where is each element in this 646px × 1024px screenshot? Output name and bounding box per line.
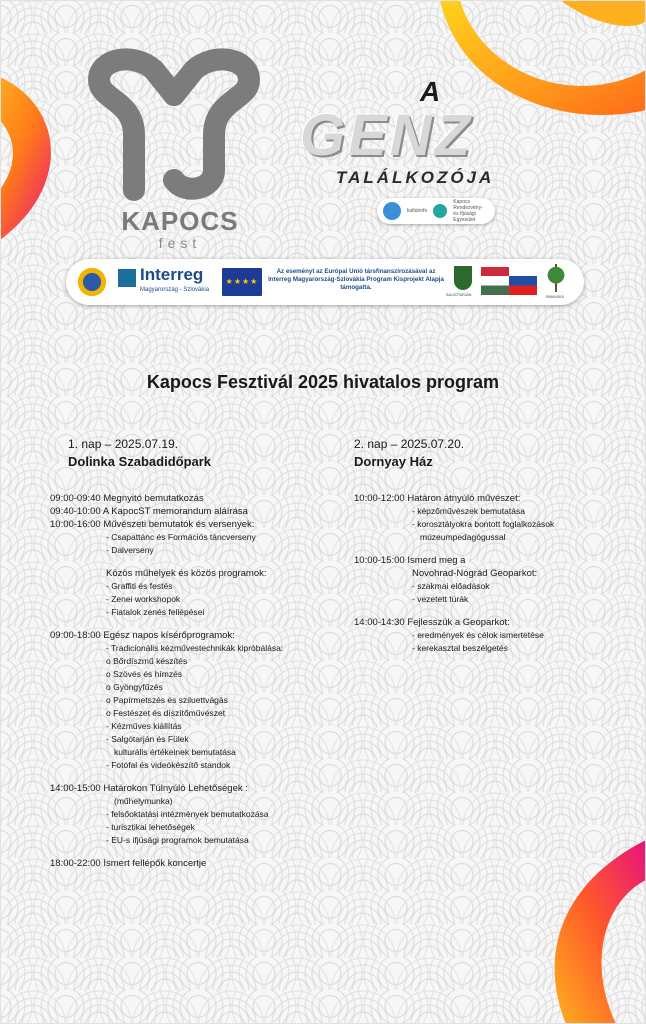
support-statement: Az eseményt az Európai Unió társfinanszírozásával az Interreg Magyarország-Szlovákia Program Kisprojekt Alapja támogatta.: [268, 268, 444, 291]
schedule-bullet: - Csapattánc és Formációs táncverseny: [106, 532, 256, 542]
schedule-item: 14:00-14:30 Fejlesszük a Geoparkot:: [354, 617, 510, 628]
schedule-bullet: - EU-s ifjúsági programok bemutatása: [106, 835, 249, 845]
schedule-item: 09:00-09:40 Megnyitó bemutatkozás: [50, 493, 204, 504]
schedule-bullet: - turisztikai lehetőségek: [106, 822, 195, 832]
schedule-bullet: - Kézműves kiállítás: [106, 721, 182, 731]
schedule-bullet: - Zenei workshopok: [106, 594, 181, 604]
day2-header: [354, 436, 464, 470]
schedule-bullet: - Fiatalok zenés fellépései: [106, 607, 205, 617]
day1-venue: Dolinka Szabadidőpark: [68, 454, 212, 469]
palm-label: RIMAVSKÁ: [546, 295, 564, 299]
schedule-item: 09:40-10:00 A KapocST memorandum aláírása: [50, 506, 248, 517]
partner-logos-badge: [377, 198, 495, 224]
schedule-bullet: (műhelymunka): [114, 796, 173, 806]
schedule-item: 09:00-18:00 Egész napos kísérőprogramok:: [50, 630, 235, 641]
event-title: GENZ: [300, 103, 474, 168]
schedule-bullet: - Tradicionális kézművestechnikák kipróbálása:: [106, 643, 284, 653]
day2-schedule: [354, 492, 614, 655]
schedule-bullet: o Gyöngyfűzés: [106, 682, 163, 692]
page-title: Kapocs Fesztivál 2025 hivatalos program: [146, 372, 500, 392]
schedule-bullet: - szakmai előadások: [412, 581, 490, 591]
interreg-name: Interreg: [140, 265, 204, 284]
interreg-logo: [116, 265, 234, 299]
crest-label: SALGÓTARJÁN: [446, 293, 472, 297]
schedule-item: 10:00-16:00 Művészeti bemutatók és versenyek:: [50, 519, 255, 530]
schedule-bullet: - korosztályokra bontott foglalkozások: [412, 519, 555, 529]
schedule-bullet: - képzőművészek bemutatása: [412, 506, 525, 516]
schedule-bullet: - Salgótarján és Fülek: [106, 734, 189, 744]
salgotarjan-crest-icon: [454, 266, 472, 290]
partner-logo-icon: [433, 204, 447, 218]
day1-schedule: [50, 492, 340, 870]
sponsor-bar: [66, 259, 584, 305]
schedule-item: 14:00-15:00 Határokon Túlnyúló Lehetőségek :: [50, 783, 248, 794]
sun-logo-icon: [74, 264, 110, 300]
day1-date: 1. nap – 2025.07.19.: [68, 437, 179, 451]
day2-date: 2. nap – 2025.07.20.: [354, 437, 465, 451]
logo-subtitle: fest: [158, 235, 202, 251]
schedule-bullet: - vezetett túrák: [412, 594, 469, 604]
schedule-bullet: - kerekasztal beszélgetés: [412, 643, 508, 653]
schedule-item: 10:00-15:00 Ismerd meg a: [354, 555, 466, 566]
event-prefix: A: [420, 76, 441, 107]
hu-sk-flags-icon: [481, 267, 537, 295]
interreg-region: Magyarország - Szlovákia: [140, 287, 210, 293]
schedule-bullet: múzeumpedagógussal: [420, 532, 506, 542]
schedule-item: 10:00-12:00 Határon átnyúló művészet:: [354, 493, 521, 504]
day2-venue: Dornyay Ház: [354, 454, 433, 469]
schedule-bullet: - Fotófal és videókészítő standok: [106, 760, 231, 770]
interreg-mark-icon: [118, 269, 136, 287]
kapocs-logo-icon: [74, 40, 274, 210]
eu-flag-icon: ★★★★: [222, 268, 262, 296]
kulturinfo-logo-icon: [383, 202, 401, 220]
event-subtitle: TALÁLKOZÓJA: [336, 168, 495, 187]
schedule-bullet: - Graffiti és festés: [106, 581, 173, 591]
schedule-bullet: kulturális értékeinek bemutatása: [114, 747, 236, 757]
schedule-continuation: Novohrad-Nógrád Geoparkot:: [412, 568, 538, 579]
partner-logo-1: kultúrinfo: [407, 208, 428, 214]
schedule-bullet: o Papírmetszés és sziluettvágás: [106, 695, 228, 705]
palm-crest-icon: [544, 264, 568, 292]
schedule-bullet: - Dalverseny: [106, 545, 154, 555]
schedule-bullet: o Szövés és hímzés: [106, 669, 183, 679]
logo-wordmark: KAPOCS: [121, 206, 239, 236]
schedule-subheading: Közös műhelyek és közös programok:: [106, 568, 267, 579]
day1-header: [68, 436, 211, 470]
schedule-bullet: - eredmények és célok ismertetése: [412, 630, 544, 640]
schedule-item: 18:00-22:00 Ismert fellépők koncertje: [50, 858, 207, 869]
partner-logo-2: Kapocs Rendezvény- és Ifjúsági Egyesület: [453, 199, 483, 223]
schedule-bullet: o Bőrdíszmű készítés: [106, 656, 188, 666]
schedule-bullet: o Festészet és díszítőművészet: [106, 708, 226, 718]
schedule-bullet: - felsőoktatási intézmények bemutatkozása: [106, 809, 269, 819]
